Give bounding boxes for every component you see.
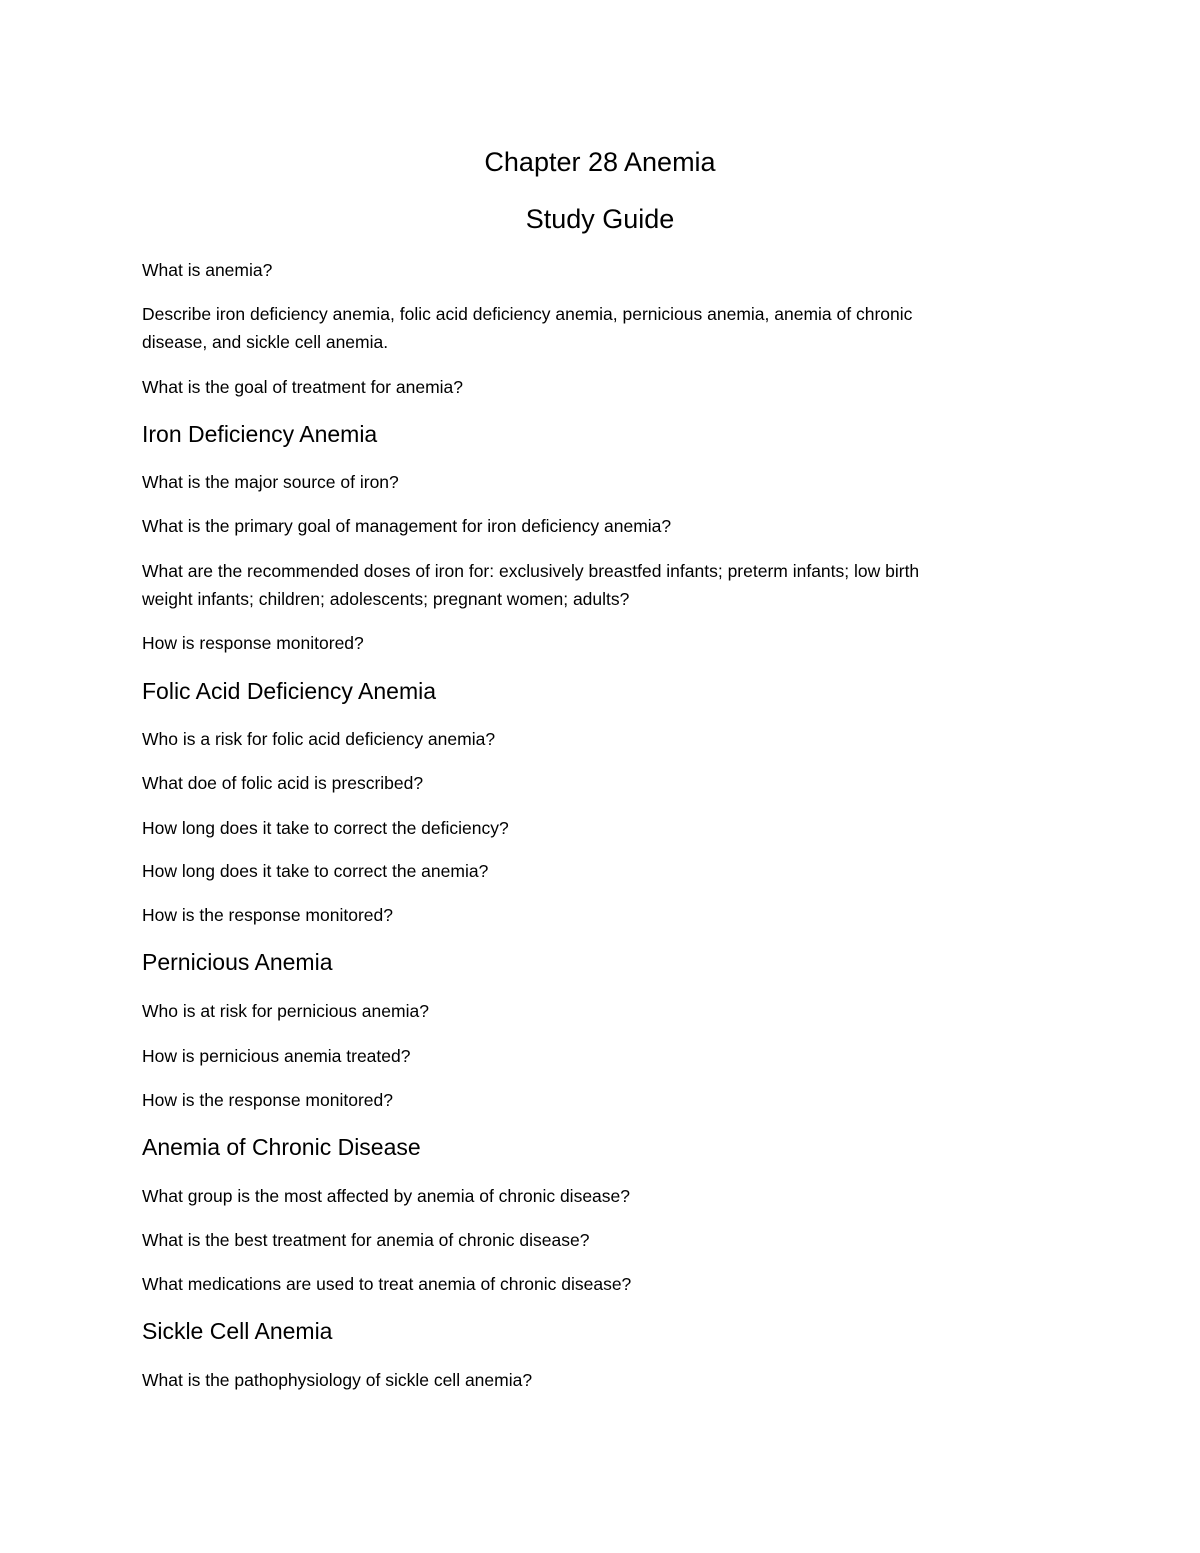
question-line: What is the major source of iron? bbox=[142, 472, 399, 492]
question-line: What is the primary goal of management for iron deficiency anemia? bbox=[142, 516, 672, 536]
section-heading-pernicious: Pernicious Anemia bbox=[142, 949, 333, 975]
question-line: How is the response monitored? bbox=[142, 905, 393, 925]
question-line: Who is a risk for folic acid deficiency anemia? bbox=[142, 729, 496, 749]
question-line: What are the recommended doses of iron for: exclusively breastfed infants; preterm infants; low birth bbox=[142, 561, 920, 581]
document-title: Chapter 28 Anemia bbox=[484, 147, 716, 177]
question-line: What medications are used to treat anemia of chronic disease? bbox=[142, 1274, 632, 1294]
document-subtitle: Study Guide bbox=[525, 204, 675, 234]
question-line: How long does it take to correct the anemia? bbox=[142, 861, 489, 881]
question-line: What is the best treatment for anemia of chronic disease? bbox=[142, 1230, 590, 1250]
question-line: What doe of folic acid is prescribed? bbox=[142, 773, 424, 793]
question-line: How is pernicious anemia treated? bbox=[142, 1046, 411, 1066]
question-line: How is response monitored? bbox=[142, 633, 364, 653]
question-line: What is the goal of treatment for anemia? bbox=[142, 377, 463, 397]
question-line: How long does it take to correct the deficiency? bbox=[142, 818, 509, 838]
question-line: disease, and sickle cell anemia. bbox=[142, 332, 389, 352]
question-line: What is anemia? bbox=[142, 260, 273, 280]
section-heading-iron-deficiency: Iron Deficiency Anemia bbox=[142, 421, 378, 447]
section-heading-folic-acid: Folic Acid Deficiency Anemia bbox=[142, 678, 437, 704]
question-line: weight infants; children; adolescents; pregnant women; adults? bbox=[142, 589, 630, 609]
section-heading-chronic-disease: Anemia of Chronic Disease bbox=[142, 1134, 421, 1160]
question-line: What group is the most affected by anemia of chronic disease? bbox=[142, 1186, 631, 1206]
question-line: What is the pathophysiology of sickle cell anemia? bbox=[142, 1370, 533, 1390]
section-heading-sickle-cell: Sickle Cell Anemia bbox=[142, 1318, 333, 1344]
question-line: Who is at risk for pernicious anemia? bbox=[142, 1001, 429, 1021]
question-line: Describe iron deficiency anemia, folic acid deficiency anemia, pernicious anemia, anemia of chronic bbox=[142, 304, 913, 324]
question-line: How is the response monitored? bbox=[142, 1090, 393, 1110]
